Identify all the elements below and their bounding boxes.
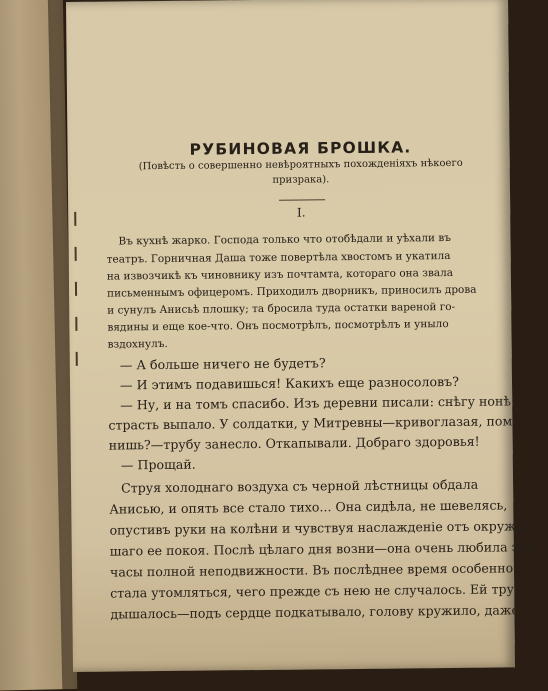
text-line: Анисью, и опять все стало тихо... Она сидѣла, не шевелясь, [109, 497, 508, 517]
story-title: РУБИНОВАЯ БРОШКА. [189, 138, 412, 159]
text-line: стала утомляться, чего прежде съ нею не случалось. Ей трудно [110, 581, 538, 601]
text-line: Струя холоднаго воздуха съ черной лѣстницы обдала [121, 476, 479, 496]
page-content [104, 0, 548, 622]
story-subtitle [116, 156, 486, 190]
divider-rule [279, 199, 325, 200]
text-line: и сунулъ Анисьѣ плошку; та бросила туда остатки вареной го- [107, 300, 456, 317]
text-line: вядины и еще кое-что. Онъ посмотрѣлъ, посмотрѣлъ и уныло [107, 318, 449, 334]
subtitle-line: призрака). [272, 174, 330, 186]
binding-stitch [74, 212, 76, 226]
text-line: — Ну, и на томъ спасибо. Изъ деревни писали: снѣгу нонѣ [120, 393, 511, 413]
binding-stitch [76, 352, 78, 366]
text-line: Въ кухнѣ жарко. Господа только что отобѣдали и уѣхали въ [118, 231, 451, 248]
text-line: дышалось—подъ сердце подкатывало, голову кружило, даже [110, 602, 519, 622]
subtitle-line: (Повѣсть о совершенно невѣроятныхъ похожденіяхъ нѣкоего [138, 157, 463, 173]
text-line: нишь?—трубу занесло. Откапывали. Добраго здоровья! [108, 433, 480, 453]
text-line: страсть выпало. У солдатки, у Митревны—кривоглазая, пом- [108, 413, 517, 433]
binding-stitch [75, 247, 77, 261]
text-line: опустивъ руки на колѣни и чувствуя наслажденіе отъ окружав- [109, 518, 535, 538]
chapter-number: I. [296, 205, 306, 220]
book-page [66, 0, 548, 672]
binding-stitch [75, 317, 77, 331]
text-line: часы полной неподвижности. Въ послѣднее время особенно. Она [109, 559, 548, 580]
text-line: письменнымъ офицеромъ. Приходилъ дворникъ, приносилъ дрова [106, 283, 477, 300]
text-line: вздохнулъ. [107, 337, 168, 351]
text-line: театръ. Горничная Даша тоже повертѣла хвостомъ и укатила [106, 249, 451, 266]
text-line: шаго ее покоя. Послѣ цѣлаго дня возни—она очень любила эти [109, 539, 535, 559]
text-line: — А больше ничего не будетъ? [119, 355, 326, 373]
text-line: — Прощай. [120, 456, 196, 473]
binding-stitch [75, 282, 77, 296]
text-line: на извозчикѣ къ чиновнику изъ почтамта, котораго она звала [106, 266, 454, 283]
text-line: — И этимъ подавишься! Какихъ еще разносоловъ? [119, 373, 459, 393]
